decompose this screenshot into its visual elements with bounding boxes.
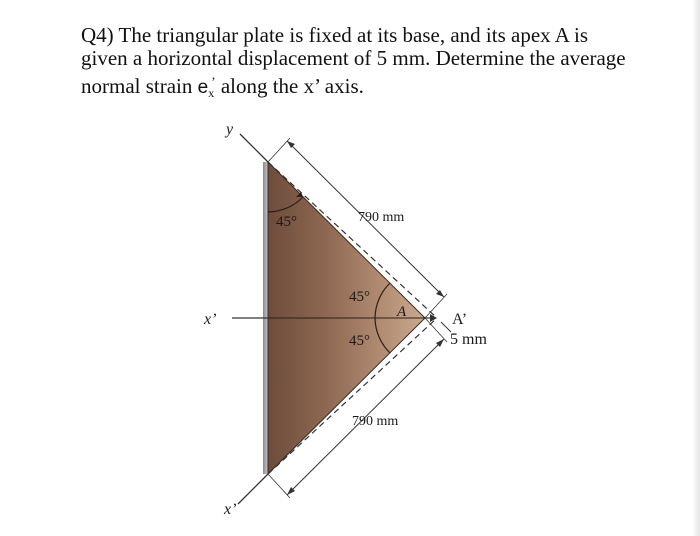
dimension-ext-upper-a bbox=[268, 138, 290, 162]
dimension-upper-label: 790 mm bbox=[358, 210, 405, 225]
x-prime-axis-lower-line bbox=[238, 474, 268, 504]
angle-top-label: 45° bbox=[276, 214, 297, 230]
dimension-ext-lower-a bbox=[268, 474, 290, 498]
y-axis-line bbox=[240, 134, 268, 162]
dimension-arrow-upper-a bbox=[287, 141, 295, 148]
dimension-ext-lower-b bbox=[425, 318, 447, 342]
dimension-arrow-upper-b bbox=[436, 290, 444, 297]
strain-symbol: e bbox=[197, 77, 209, 98]
question-line-3-end: along the x’ axis. bbox=[215, 74, 364, 98]
point-a-label: A bbox=[397, 304, 407, 320]
question-line-2: given a horizontal displacement of 5 mm. Determine the average bbox=[81, 46, 626, 70]
question-line-1: Q4) The triangular plate is fixed at its base, and its apex A is bbox=[81, 23, 588, 47]
strain-prime: ’ bbox=[211, 74, 216, 89]
axis-x-prime-lower-label: x’ bbox=[224, 501, 237, 518]
point-a-prime-label: A’ bbox=[452, 311, 468, 328]
angle-apex-lower-label: 45° bbox=[349, 333, 370, 349]
angle-apex-upper-label: 45° bbox=[349, 289, 370, 305]
displacement-label: 5 mm bbox=[450, 331, 487, 348]
dimension-lower-label: 790 mm bbox=[352, 414, 399, 429]
axis-y-label: y bbox=[226, 121, 234, 138]
dimension-ext-upper-b bbox=[425, 294, 447, 318]
strain-subscript: x bbox=[208, 86, 215, 100]
question-line-3-start: normal strain bbox=[81, 74, 198, 98]
axis-x-prime-upper-label: x’ bbox=[204, 311, 217, 328]
